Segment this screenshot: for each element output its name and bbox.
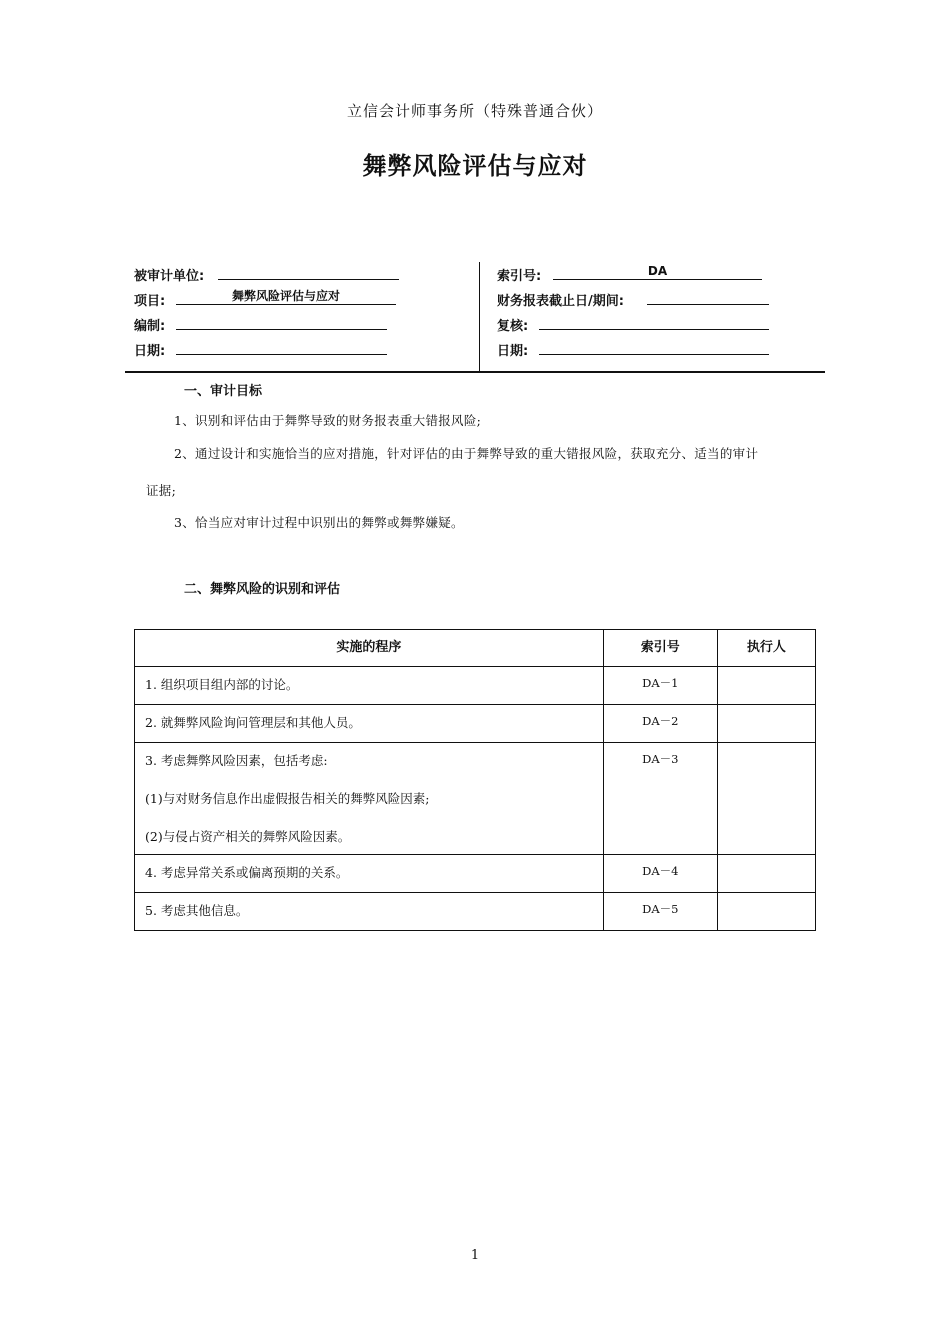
index-cell: DA－2: [603, 705, 717, 743]
index-cell: DA－1: [603, 667, 717, 705]
header-executor: 执行人: [717, 630, 815, 667]
project-field[interactable]: 舞弊风险评估与应对: [176, 288, 396, 305]
executor-cell[interactable]: [717, 667, 815, 705]
procedure-text: 3. 考虑舞弊风险因素，包括考虑:: [145, 753, 328, 768]
table-row: [135, 893, 816, 931]
procedure-text: 4. 考虑异常关系或偏离预期的关系。: [145, 865, 349, 880]
executor-cell[interactable]: [717, 705, 815, 743]
firm-name: 立信会计师事务所（特殊普通合伙）: [346, 102, 603, 120]
procedure-subitem-1: (1)与对财务信息作出虚假报告相关的舞弊风险因素;: [145, 791, 430, 806]
procedure-cell: [135, 743, 604, 855]
header-divider: [125, 371, 825, 373]
objective-item-1: 1、识别和评估由于舞弊导致的财务报表重大错报风险;: [174, 413, 482, 428]
procedure-cell: [135, 893, 604, 931]
executor-cell[interactable]: [717, 743, 815, 855]
date-right-field[interactable]: [539, 338, 769, 355]
index-cell: DA－3: [603, 743, 717, 855]
procedure-cell: [135, 705, 604, 743]
review-label: 复核:: [497, 319, 529, 334]
procedure-text: 2. 就舞弊风险询问管理层和其他人员。: [145, 715, 361, 730]
header-vertical-divider: [479, 262, 480, 372]
project-label: 项目:: [134, 294, 166, 309]
section-2-heading: 二、舞弊风险的识别和评估: [184, 582, 341, 597]
period-label: 财务报表截止日/期间:: [497, 294, 624, 309]
index-label: 索引号:: [497, 269, 542, 284]
review-field[interactable]: [539, 313, 769, 330]
procedure-subitem-2: (2)与侵占资产相关的舞弊风险因素。: [145, 829, 351, 844]
audited-unit-field[interactable]: [218, 263, 399, 280]
prepared-field[interactable]: [176, 313, 387, 330]
page-number: 1: [470, 1248, 480, 1263]
table-row: [135, 855, 816, 893]
date-left-label: 日期:: [134, 344, 166, 359]
header-procedure: 实施的程序: [135, 630, 604, 667]
table-row: [135, 743, 816, 855]
executor-cell[interactable]: [717, 893, 815, 931]
objective-item-3: 3、恰当应对审计过程中识别出的舞弊或舞弊嫌疑。: [174, 515, 464, 530]
procedure-text: 5. 考虑其他信息。: [145, 903, 249, 918]
section-1-heading: 一、审计目标: [184, 384, 263, 399]
objective-item-2-cont: 证据;: [146, 483, 177, 498]
period-field[interactable]: [647, 288, 769, 305]
document-title: 舞弊风险评估与应对: [362, 152, 588, 180]
index-cell: DA－5: [603, 893, 717, 931]
procedure-cell: [135, 667, 604, 705]
procedure-text: 1. 组织项目组内部的讨论。: [145, 677, 299, 692]
date-right-label: 日期:: [497, 344, 529, 359]
prepared-label: 编制:: [134, 319, 166, 334]
index-cell: DA－4: [603, 855, 717, 893]
procedures-table: [134, 629, 816, 931]
audited-unit-label: 被审计单位:: [134, 269, 205, 284]
header-index: 索引号: [603, 630, 717, 667]
index-field[interactable]: DA: [553, 263, 762, 280]
procedure-cell: [135, 855, 604, 893]
date-left-field[interactable]: [176, 338, 387, 355]
table-row: [135, 667, 816, 705]
table-row: [135, 705, 816, 743]
objective-item-2: 2、通过设计和实施恰当的应对措施，针对评估的由于舞弊导致的重大错报风险，获取充分、适当的审计: [174, 446, 759, 461]
table-header-row: [135, 630, 816, 667]
executor-cell[interactable]: [717, 855, 815, 893]
